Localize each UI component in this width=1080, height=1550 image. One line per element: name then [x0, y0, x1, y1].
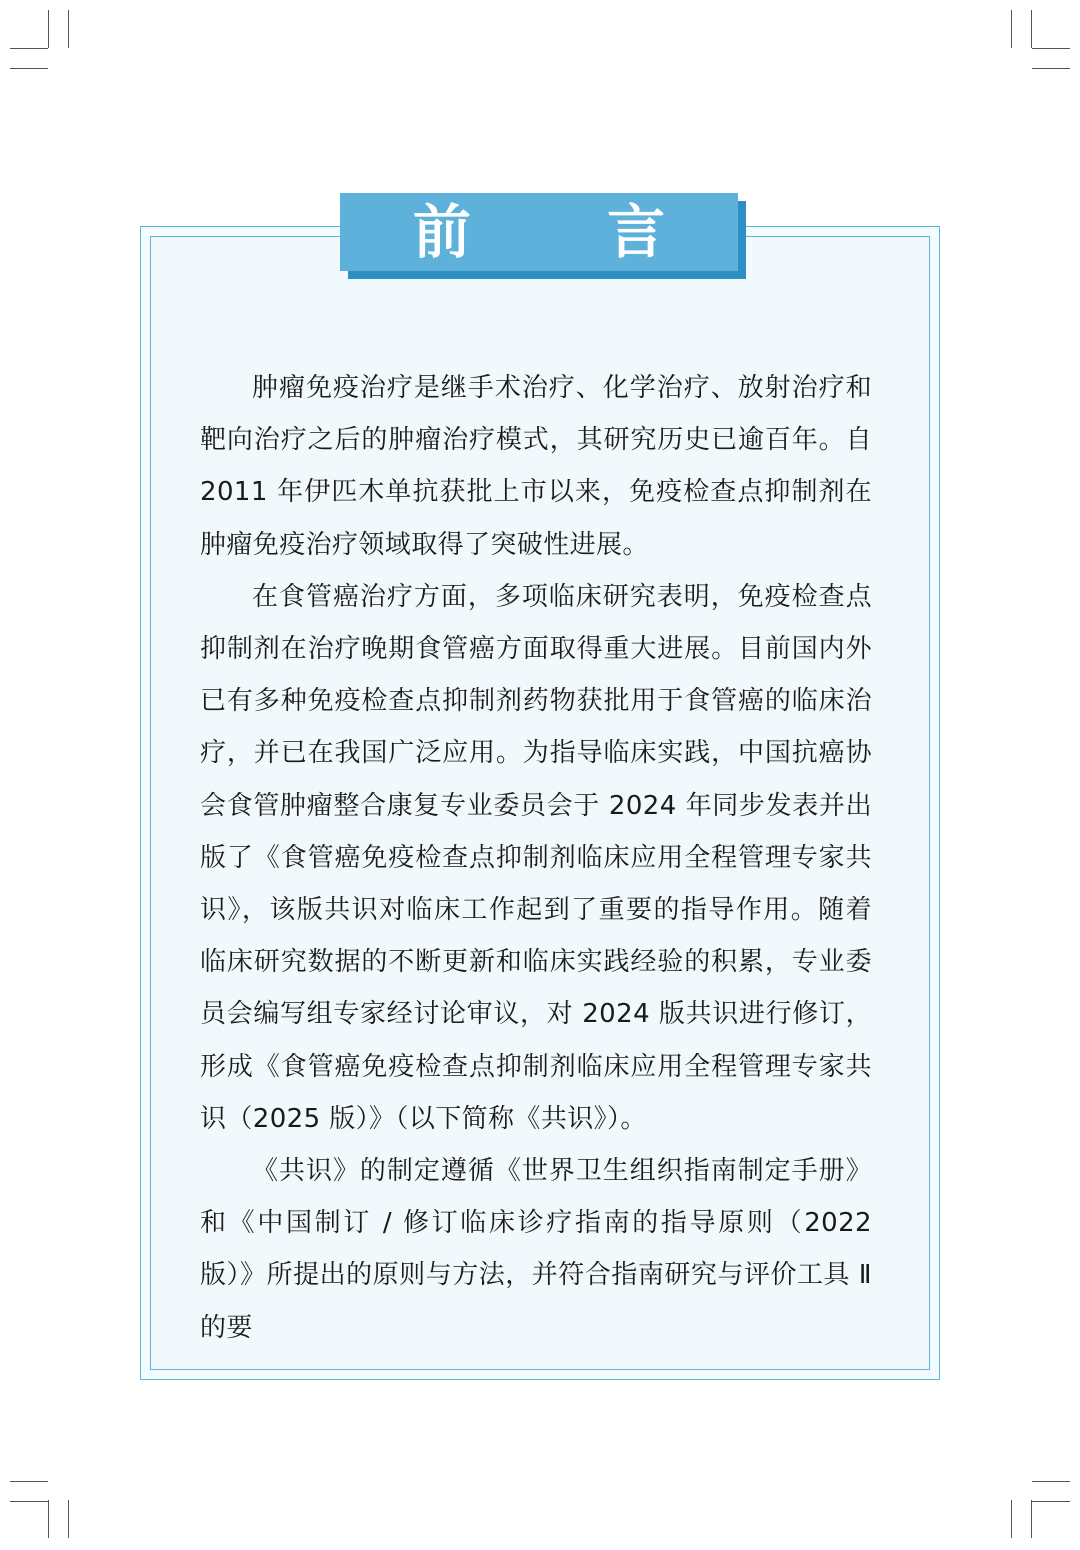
paragraph: 在食管癌治疗方面，多项临床研究表明，免疫检查点抑制剂在治疗晚期食管癌方面取得重大进展。目前国内外已有多种免疫检查点抑制剂药物获批用于食管癌的临床治疗，并已在我国广泛应用。为指导临床实践，中国抗癌协会食管肿瘤整合康复专业委员会于 2024 年同步发表并出版了《食管癌免疫检查点抑制剂临床应用全程管理专家共识》，该版共识对临床工作起到了重要的指导作用。随着临床研究数据的不断更新和临床实践经验的积累，专业委员会编写组专家经讨论审议，对 2024 版共识进行修订，形成《食管癌免疫检查点抑制剂临床应用全程管理专家共识（2025 版）》（以下简称《共识》）。: [200, 581, 872, 1134]
crop-mark: [68, 1500, 69, 1538]
crop-mark: [1032, 1501, 1070, 1502]
crop-mark: [10, 68, 48, 69]
paragraph: 肿瘤免疫治疗是继手术治疗、化学治疗、放射治疗和靶向治疗之后的肿瘤治疗模式，其研究历史已逾百年。自 2011 年伊匹木单抗获批上市以来，免疫检查点抑制剂在肿瘤免疫治疗领域取得了突破性进展。: [200, 373, 872, 560]
title-banner: [340, 193, 738, 271]
crop-mark: [1032, 48, 1070, 49]
crop-mark: [10, 1501, 48, 1502]
crop-mark: [1032, 1481, 1070, 1482]
crop-mark: [10, 48, 48, 49]
page-title: 前 言: [412, 198, 724, 266]
crop-mark: [68, 10, 69, 48]
crop-mark: [1031, 1500, 1032, 1538]
crop-mark: [48, 10, 49, 48]
preface-body: [200, 362, 872, 1354]
crop-mark: [1011, 10, 1012, 48]
crop-mark: [1031, 10, 1032, 48]
crop-mark: [10, 1481, 48, 1482]
crop-mark: [48, 1500, 49, 1538]
crop-mark: [1011, 1500, 1012, 1538]
paragraph: 《共识》的制定遵循《世界卫生组织指南制定手册》和《中国制订 / 修订临床诊疗指南的指导原则（2022 版）》所提出的原则与方法，并符合指南研究与评价工具 Ⅱ 的要: [200, 1156, 872, 1343]
crop-mark: [1032, 68, 1070, 69]
